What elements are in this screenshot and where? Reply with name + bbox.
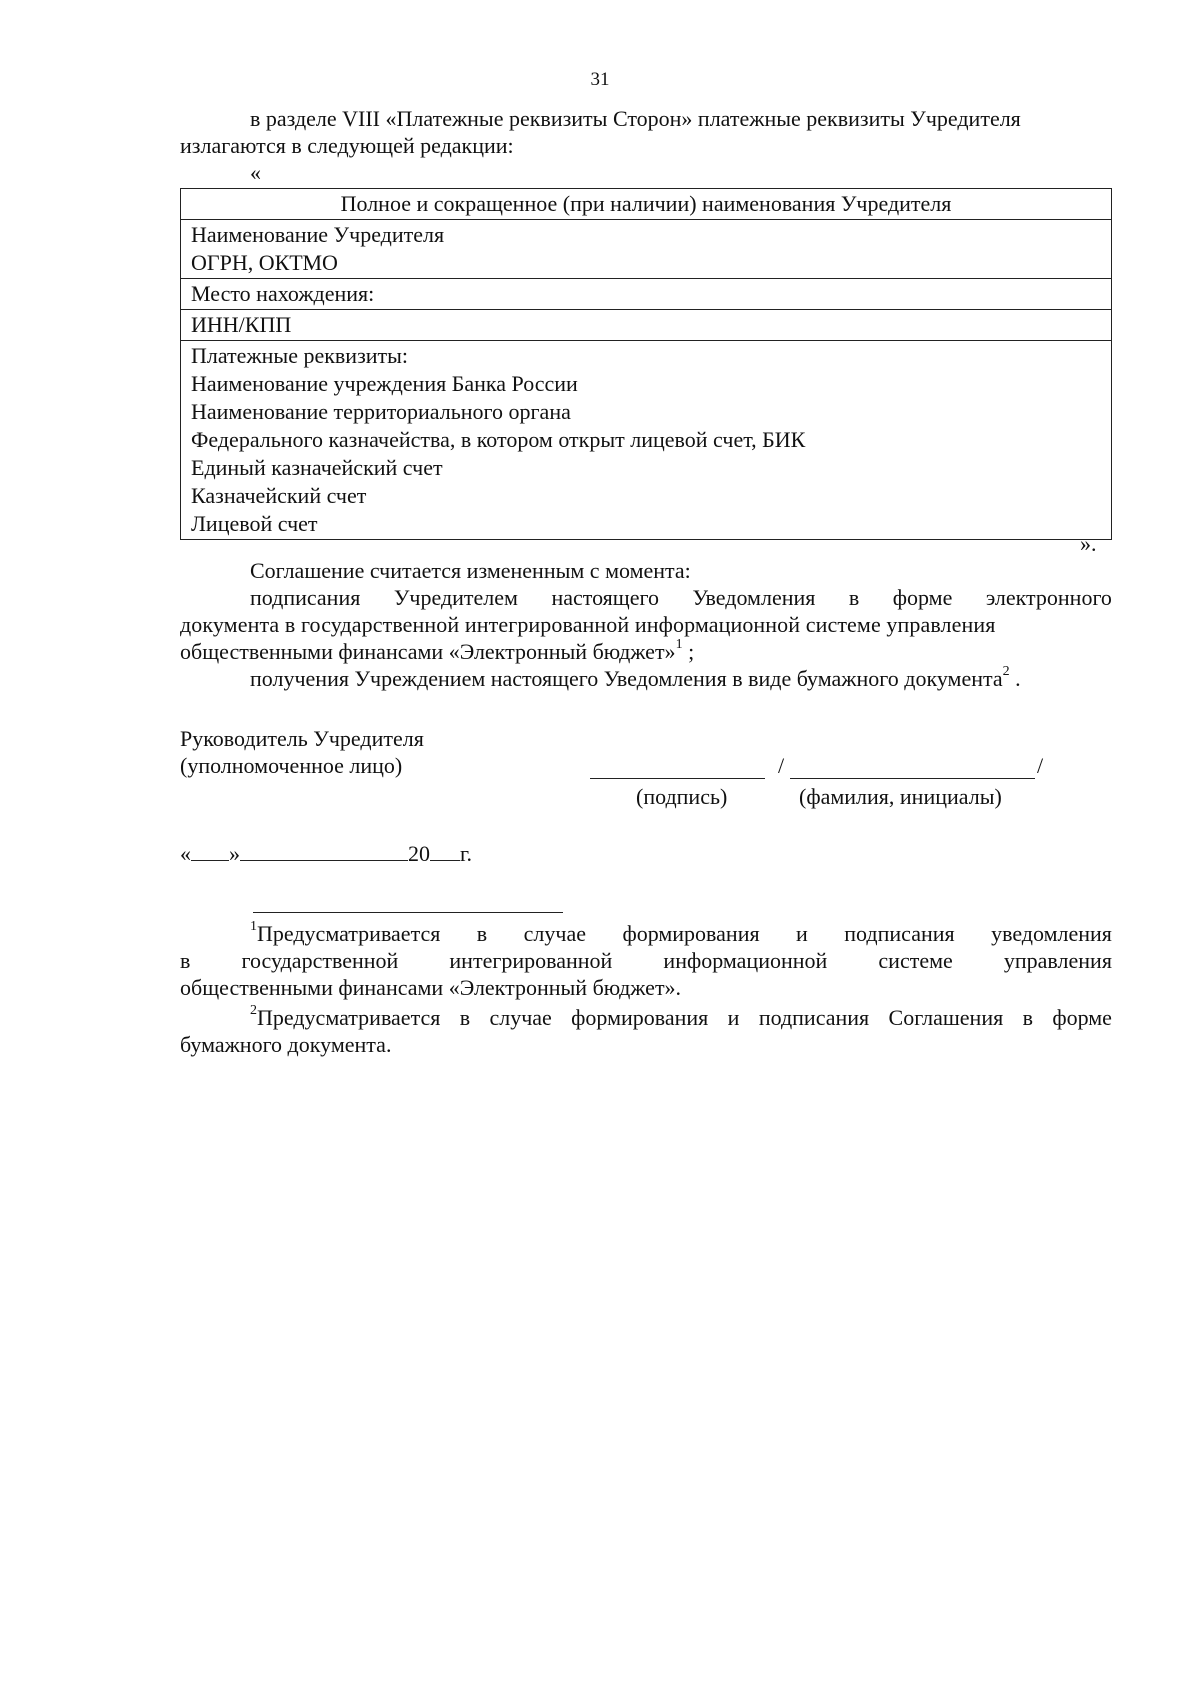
receipt-line bbox=[180, 665, 1112, 692]
footnote-1-line-1 bbox=[180, 920, 1112, 947]
page-number: 31 bbox=[590, 69, 610, 90]
signing-text: общественными финансами «Электронный бюджет» bbox=[180, 639, 676, 664]
word: случае bbox=[489, 1005, 552, 1030]
date-open-quote: « bbox=[180, 841, 191, 866]
word: системе bbox=[878, 948, 953, 973]
role-line-2: (уполномоченное лицо) bbox=[180, 753, 403, 778]
day-field[interactable] bbox=[191, 838, 229, 861]
word: государственной bbox=[241, 948, 399, 973]
word: настоящего bbox=[551, 585, 659, 610]
month-field[interactable] bbox=[240, 838, 408, 861]
word: уведомления bbox=[991, 921, 1112, 946]
word: Учредителем bbox=[393, 585, 518, 610]
table-row bbox=[181, 220, 1112, 279]
word: Соглашения bbox=[888, 1005, 1004, 1030]
word: в bbox=[459, 1005, 471, 1030]
word: подписания bbox=[758, 1005, 870, 1030]
table-cell-location: Место нахождения: bbox=[181, 279, 1112, 310]
footnote-1 bbox=[180, 920, 1112, 1001]
table-cell-line: Единый казначейский счет bbox=[191, 455, 443, 480]
table-header-row bbox=[181, 189, 1112, 220]
word: управления bbox=[1003, 948, 1112, 973]
footnote-mark-2: 2 bbox=[1002, 664, 1010, 679]
footnote-1-line-2 bbox=[180, 947, 1112, 974]
date-close-quote: » bbox=[229, 841, 240, 866]
table-cell-line: Федерального казначейства, в котором открыт лицевой счет, БИК bbox=[191, 427, 806, 452]
word: в bbox=[476, 921, 488, 946]
word: интегрированной bbox=[449, 948, 613, 973]
table-cell-line: Платежные реквизиты: bbox=[191, 343, 409, 368]
signing-end: ; bbox=[682, 639, 695, 664]
name-line[interactable] bbox=[790, 752, 1035, 779]
receipt-text: получения Учреждением настоящего Уведомления в виде бумажного документа bbox=[250, 666, 1003, 691]
slash-left: / bbox=[778, 753, 785, 778]
word: форме bbox=[892, 585, 953, 610]
table-row bbox=[181, 310, 1112, 341]
close-quote: ». bbox=[1080, 531, 1097, 556]
footnote-2-line-1 bbox=[180, 1004, 1112, 1031]
table-cell-line: Наименование территориального органа bbox=[191, 399, 571, 424]
signing-line-3 bbox=[180, 638, 1112, 665]
footnote-separator bbox=[253, 912, 563, 913]
name-caption: (фамилия, инициалы) bbox=[799, 784, 1002, 809]
table-header-cell: Полное и сокращенное (при наличии) наименования Учредителя bbox=[181, 189, 1112, 220]
intro-line-2: излагаются в следующей редакции: bbox=[180, 133, 514, 158]
role-line-1: Руководитель Учредителя bbox=[180, 726, 424, 751]
intro-line-1: в разделе VIII «Платежные реквизиты Сторон» платежные реквизиты Учредителя bbox=[250, 106, 1021, 131]
word: случае bbox=[523, 921, 586, 946]
signatory-role bbox=[180, 725, 424, 779]
table-cell-line: ОГРН, ОКТМО bbox=[191, 250, 338, 275]
table-row bbox=[181, 341, 1112, 540]
signature-caption: (подпись) bbox=[636, 784, 728, 809]
word: электронного bbox=[985, 585, 1112, 610]
word: подписания bbox=[844, 921, 955, 946]
date-line bbox=[180, 838, 472, 867]
footnote-2 bbox=[180, 1004, 1112, 1058]
footnote-mark-1: 1 bbox=[675, 637, 683, 652]
receipt-end: . bbox=[1015, 666, 1021, 691]
signing-line-1 bbox=[180, 584, 1112, 611]
word-text: Предусматривается bbox=[257, 921, 441, 946]
footnote-2-line-2: бумажного документа. bbox=[180, 1032, 392, 1057]
signature-line[interactable] bbox=[590, 752, 765, 779]
table-cell-line: Казначейский счет bbox=[191, 483, 367, 508]
intro-paragraph bbox=[180, 105, 1112, 186]
word bbox=[250, 920, 440, 947]
table-cell-line: Лицевой счет bbox=[191, 511, 318, 536]
table-cell-line: Наименование учреждения Банка России bbox=[191, 371, 578, 396]
open-quote: « bbox=[250, 160, 261, 185]
table-cell-name bbox=[181, 220, 1112, 279]
signing-line-2: документа в государственной интегрированной информационной системе управления bbox=[180, 612, 996, 637]
word: и bbox=[796, 921, 808, 946]
requisites-table bbox=[180, 188, 1112, 540]
word: в bbox=[180, 948, 191, 973]
word: подписания bbox=[250, 585, 361, 610]
word: и bbox=[727, 1005, 740, 1030]
table-row bbox=[181, 279, 1112, 310]
word: в bbox=[1022, 1005, 1033, 1030]
footnote-2-mark: 2 bbox=[250, 1003, 257, 1018]
year-suffix: г. bbox=[460, 841, 473, 866]
footnote-1-line-3: общественными финансами «Электронный бюджет». bbox=[180, 975, 682, 1000]
word-text: Предусматривается bbox=[257, 1005, 441, 1030]
agreement-line-1: Соглашение считается измененным с момента: bbox=[250, 558, 691, 583]
word bbox=[250, 1004, 440, 1031]
year-field[interactable] bbox=[430, 838, 460, 861]
word: формирования bbox=[571, 1005, 709, 1030]
table-cell-inn: ИНН/КПП bbox=[181, 310, 1112, 341]
word: форме bbox=[1052, 1005, 1112, 1030]
table-cell-line: Наименование Учредителя bbox=[191, 222, 445, 247]
table-cell-payment bbox=[181, 341, 1112, 540]
slash-right: / bbox=[1037, 753, 1044, 778]
footnote-1-mark: 1 bbox=[250, 919, 257, 934]
word: формирования bbox=[622, 921, 760, 946]
word: в bbox=[848, 585, 860, 610]
word: Уведомления bbox=[692, 585, 816, 610]
word: информационной bbox=[663, 948, 828, 973]
year-prefix: 20 bbox=[408, 841, 430, 866]
agreement-paragraph bbox=[180, 557, 1112, 692]
